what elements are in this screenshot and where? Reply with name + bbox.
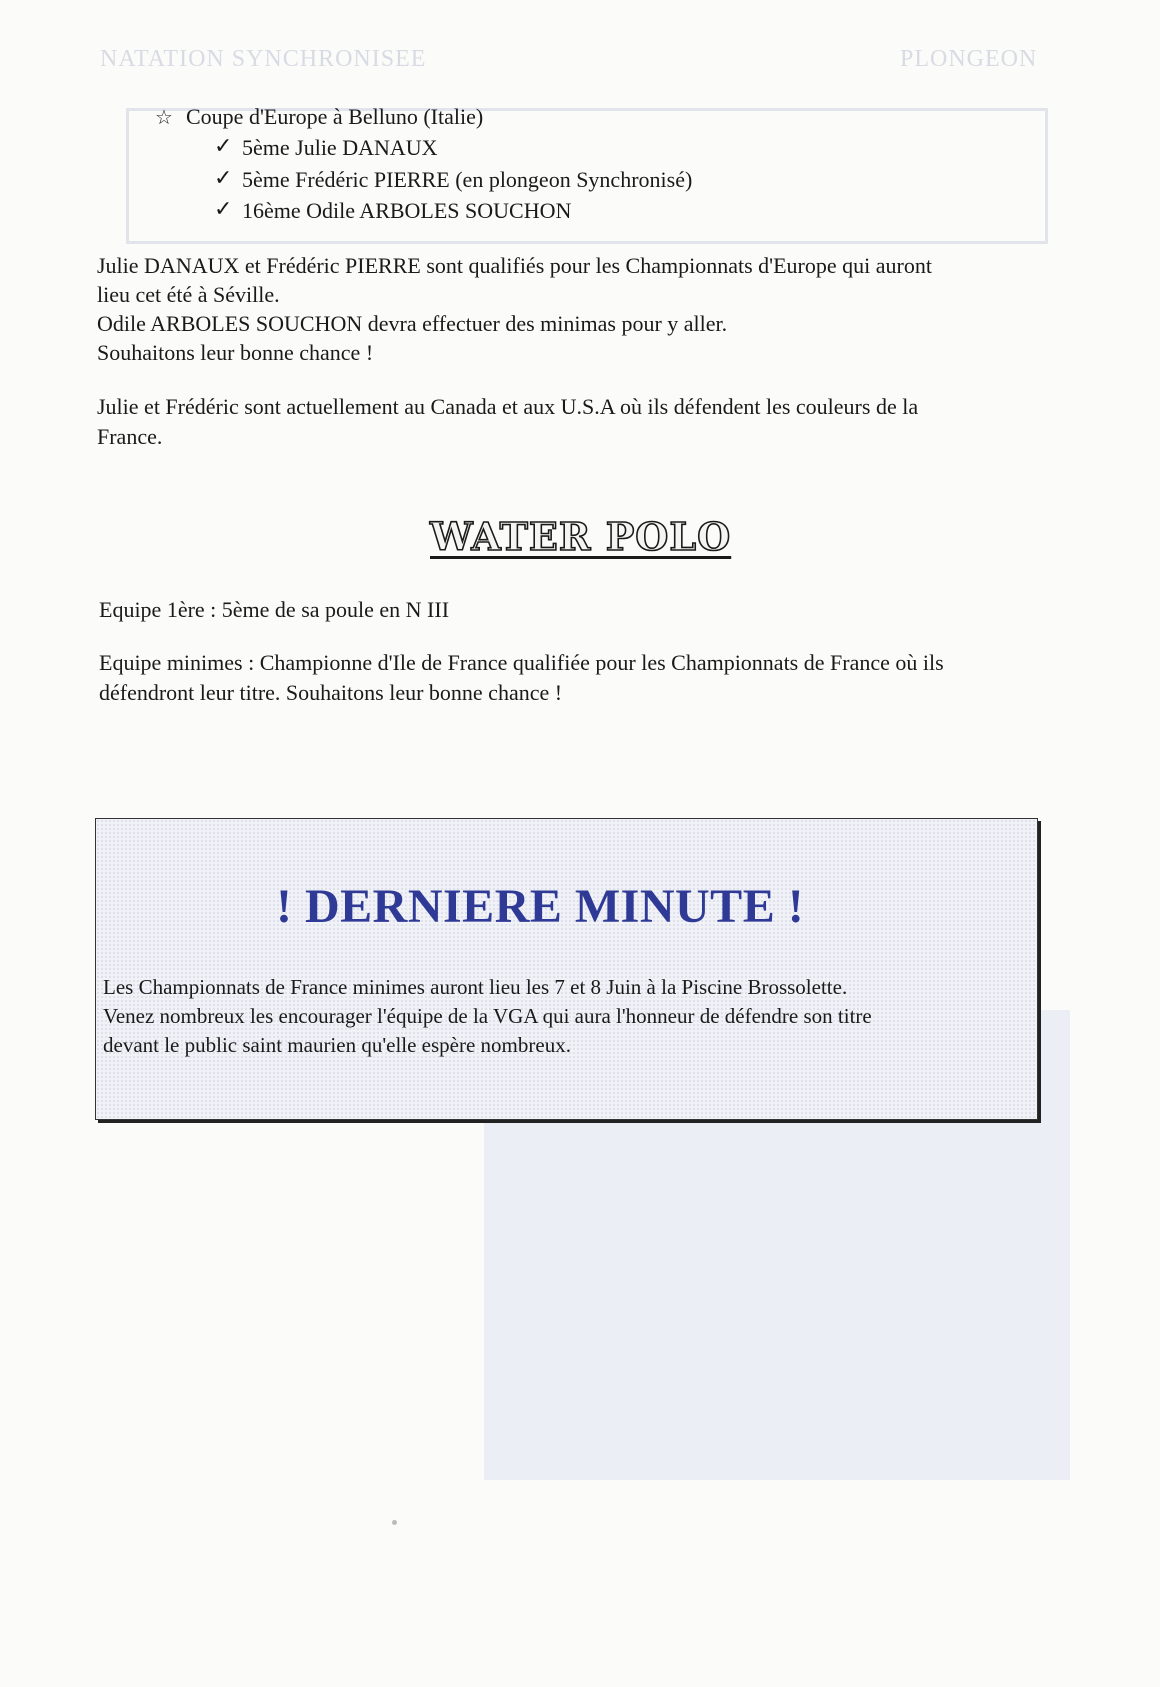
checkmark-icon: ✓ xyxy=(214,133,233,158)
bleed-through-header-left: NATATION SYNCHRONISEE xyxy=(100,46,427,72)
star-outline-icon: ☆ xyxy=(155,107,173,129)
result-item: 16ème Odile ARBOLES SOUCHON xyxy=(242,198,572,223)
last-minute-box xyxy=(95,818,1038,1120)
checkmark-icon: ✓ xyxy=(214,196,233,221)
competition-label: Coupe d'Europe à Belluno (Italie) xyxy=(186,104,484,129)
result-item: 5ème Frédéric PIERRE (en plongeon Synchronisé) xyxy=(242,167,693,192)
paragraph-line: lieu cet été à Séville. xyxy=(97,282,280,307)
bleed-through-header-right: PLONGEON xyxy=(900,46,1038,72)
paragraph-line: Julie et Frédéric sont actuellement au Canada et aux U.S.A où ils défendent les couleurs de la xyxy=(97,394,919,419)
result-item: 5ème Julie DANAUX xyxy=(242,135,438,160)
last-minute-line: Les Championnats de France minimes auront lieu les 7 et 8 Juin à la Piscine Brossolette. xyxy=(103,975,848,999)
paragraph-line: Souhaitons leur bonne chance ! xyxy=(97,340,374,365)
paragraph-line: défendront leur titre. Souhaitons leur bonne chance ! xyxy=(99,680,563,705)
last-minute-line: devant le public saint maurien qu'elle espère nombreux. xyxy=(103,1033,571,1057)
last-minute-title: ! DERNIERE MINUTE ! xyxy=(276,880,805,933)
scan-speck xyxy=(392,1520,397,1525)
paragraph-line: Odile ARBOLES SOUCHON devra effectuer des minimas pour y aller. xyxy=(97,311,728,336)
checkmark-icon: ✓ xyxy=(214,165,233,190)
paragraph-line: France. xyxy=(97,424,163,449)
paragraph-line: Julie DANAUX et Frédéric PIERRE sont qualifiés pour les Championnats d'Europe qui auront xyxy=(97,253,932,278)
last-minute-line: Venez nombreux les encourager l'équipe de la VGA qui aura l'honneur de défendre son titre xyxy=(103,1004,872,1028)
section-title-water-polo: WATER POLO xyxy=(430,514,732,559)
paragraph-line: Equipe 1ère : 5ème de sa poule en N III xyxy=(99,597,450,622)
paragraph-line: Equipe minimes : Championne d'Ile de France qualifiée pour les Championnats de France où ils xyxy=(99,650,944,675)
